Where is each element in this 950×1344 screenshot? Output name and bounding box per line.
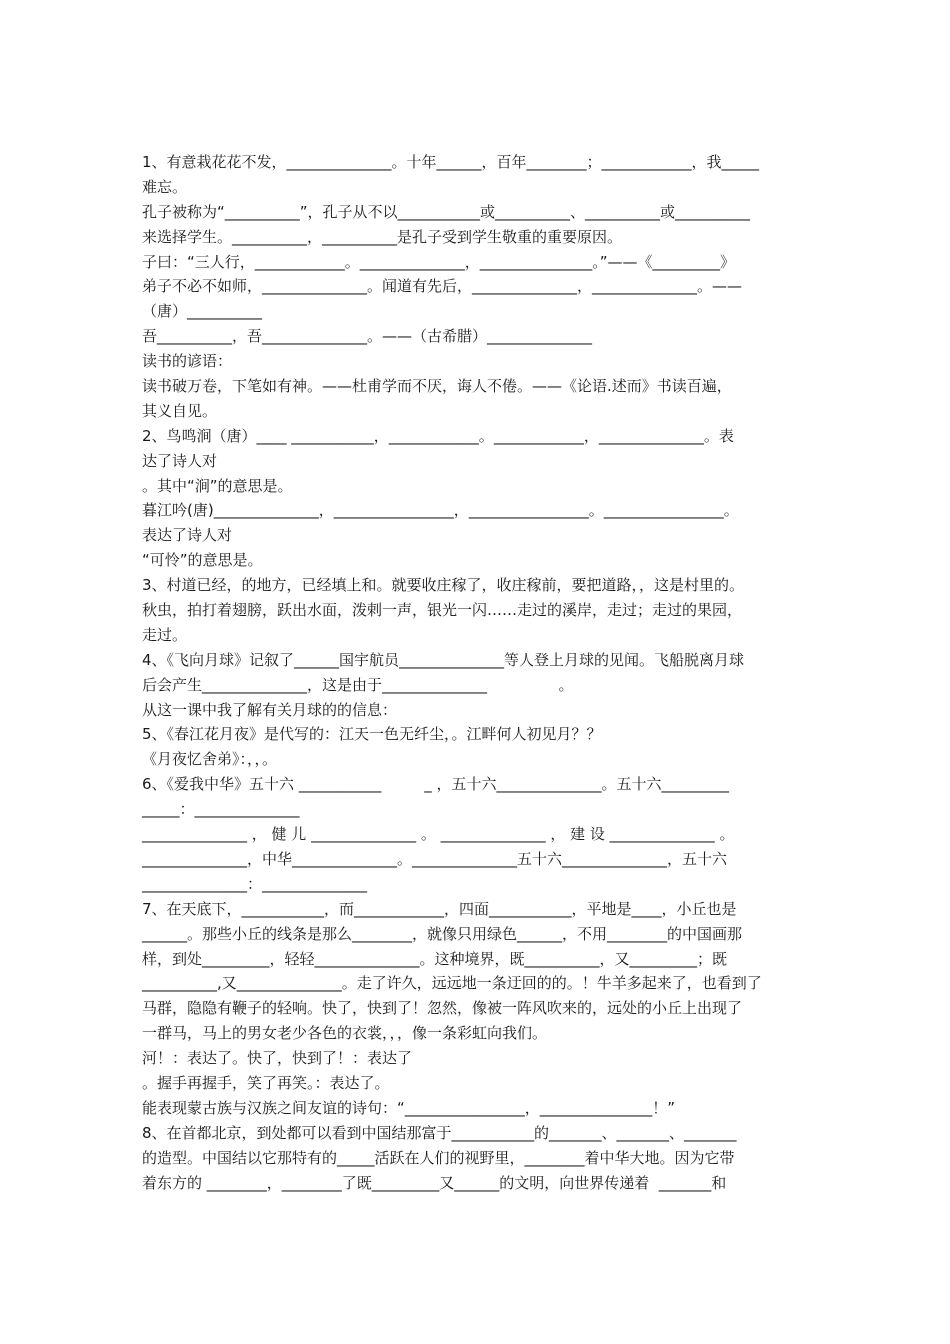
text-line: 。其中“涧”的意思是。 bbox=[142, 476, 293, 495]
text-line: 从这一课中我了解有关月球的的信息： bbox=[142, 700, 398, 719]
text-line: 的造型。中国结以它那特有的_____活跃在人们的视野里，________着中华大地。因为它带 bbox=[142, 1148, 735, 1167]
text-line: 马群，隐隐有鞭子的轻响。快了，快到了！忽然，像被一阵风吹来的，远处的小丘上出现了 bbox=[142, 999, 743, 1018]
text-line: ______________，中华______________。______________五十六______________，五十六 bbox=[142, 849, 728, 868]
text-line: 一群马，马上的男女老少各色的衣裳，，，像一条彩虹向我们。 bbox=[142, 1024, 548, 1043]
text-line: （唐）__________ bbox=[142, 302, 263, 321]
text-line: 暮江吟(唐)______________，________________，________________。________________。 bbox=[142, 501, 739, 520]
text-line: 读书的谚语： bbox=[142, 352, 233, 371]
text-line: 6、《爱我中华》五十六 ___________ _ ，五十六______________。五十六_________ bbox=[142, 775, 729, 794]
text-line: 4、《飞向月球》记叙了______国宇航员______________等人登上月球的见闻。飞船脱离月球 bbox=[142, 650, 745, 669]
text-line: 2、鸟鸣涧（唐）____ ___________，____________。____________，______________。表 bbox=[142, 426, 734, 445]
text-line: 样，到处_________，轻轻______________。这种境界，既__________，又_________；既 bbox=[142, 949, 728, 968]
text-line: 河！：表达了。快了，快到了！：表达了 bbox=[142, 1049, 413, 1068]
text-line: ______。那些小丘的线条是那么________，就像只用绿色______，不用________的中国画那 bbox=[142, 924, 743, 943]
text-line: 弟子不必不如师，______________。闻道有先后，______________，______________。—— bbox=[142, 277, 743, 296]
document-body bbox=[142, 150, 818, 1195]
text-line: __________,又______________。走了许久，远远地一条迂回的的。！牛羊多起来了，也看到了 bbox=[142, 974, 762, 993]
text-line: ______________ ， 健 儿 ______________ 。 ______________ ， 建 设 ______________ 。 bbox=[142, 825, 735, 844]
text-line: 子曰：“三人行，____________。______________，_______________。”——《_________》 bbox=[142, 252, 736, 271]
text-line: 读书破万卷，下笔如有神。——杜甫学而不厌，诲人不倦。——《论语.述而》书读百遍， bbox=[142, 377, 732, 396]
text-line: 其义自见。 bbox=[142, 401, 218, 420]
text-line: 5、《春江花月夜》是代写的：江天一色无纤尘，。江畔何人初见月？？ bbox=[142, 725, 602, 744]
text-line: 达了诗人对 bbox=[142, 451, 218, 470]
text-line: 孔子被称为“__________”，孔子从不以___________或__________、__________或__________ bbox=[142, 202, 751, 221]
text-line: 表达了诗人对 bbox=[142, 526, 233, 545]
text-line: 来选择学生。__________，__________是孔子受到学生敬重的重要原因。 bbox=[142, 227, 623, 246]
text-line: 8、在首都北京，到处都可以看到中国结那富于___________的_______、_______、_______ bbox=[142, 1123, 737, 1142]
text-line: 秋虫，拍打着翅膀，跃出水面，泼剌一声，银光一闪……走过的溪岸，走过；走过的果园， bbox=[142, 601, 743, 620]
text-line: 着东方的 ________，________了既_________又______的文明，向世界传递着 _______和 bbox=[142, 1173, 727, 1192]
text-line: 7、在天底下，___________，而____________，四面___________，平地是____，小丘也是 bbox=[142, 899, 737, 918]
text-line: 1、有意栽花花不发，______________。十年______，百年________；____________，我_____ bbox=[142, 153, 760, 171]
text-line: 。握手再握手，笑了再笑。：表达了。 bbox=[142, 1073, 390, 1092]
text-line: 后会产生______________，这是由于______________ 。 bbox=[142, 675, 574, 694]
text-line: 吾__________，吾______________。——（古希腊）______________ bbox=[142, 327, 593, 346]
text-line: 3、村道已经，的地方，已经填上和。就要收庄稼了，收庄稼前，要把道路，，这是村里的。 bbox=[142, 576, 745, 595]
text-line: ______________：______________ bbox=[142, 874, 368, 893]
text-line: 《月夜忆舍弟》：，，。 bbox=[142, 750, 278, 769]
text-line: _____：______________ bbox=[142, 800, 300, 819]
text-line: 能表现蒙古族与汉族之间友谊的诗句：“________________，_______________！” bbox=[142, 1098, 676, 1117]
text-line: “可怜”的意思是。 bbox=[142, 551, 263, 570]
text-line: 难忘。 bbox=[142, 177, 188, 196]
text-line: 走过。 bbox=[142, 625, 188, 644]
